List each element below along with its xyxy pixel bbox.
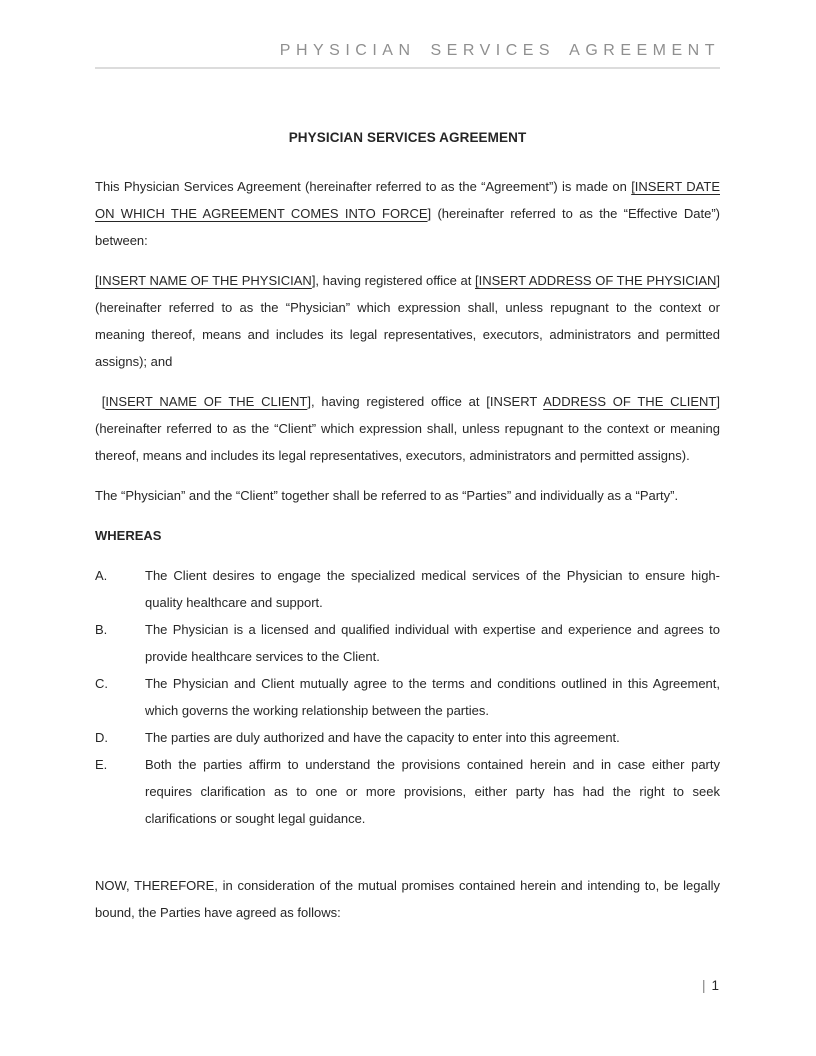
page-number: 1 (711, 978, 719, 993)
recitals-list (95, 562, 720, 832)
recital-label: C. (95, 676, 108, 691)
recital-label: E. (95, 757, 108, 772)
now-therefore-paragraph: NOW, THEREFORE, in consideration of the mutual promises contained herein and intending to, be legally bound, the Parties have agreed as follows: (95, 878, 720, 920)
recital-label: B. (95, 622, 108, 637)
recital-item-e (95, 751, 720, 832)
recital-item-a (95, 562, 720, 616)
recital-text: Both the parties affirm to understand the provisions contained herein and in case either party requires clarification as to one or more provisions, either party has had the right to seek clarifications or sought legal guidance. (145, 757, 720, 826)
running-header: PHYSICIAN SERVICES AGREEMENT (95, 42, 720, 69)
recital-label: D. (95, 730, 108, 745)
recital-text: The Physician and Client mutually agree to the terms and conditions outlined in this Agreement, which governs the working relationship between the parties. (145, 676, 720, 718)
page-footer (702, 978, 719, 994)
recital-item-d (95, 724, 720, 751)
intro-paragraph: This Physician Services Agreement (hereinafter referred to as the “Agreement”) is made on [INSERT DATE ON WHICH THE AGREEMENT COMES INTO FORCE] (hereinafter referred to as the “Effective Date”) between: (95, 179, 720, 248)
recital-item-c (95, 670, 720, 724)
physician-paragraph: [INSERT NAME OF THE PHYSICIAN], having registered office at [INSERT ADDRESS OF THE PHYSICIAN] (hereinafter referred to as the “Physician” which expression shall, unless repugnant to the context or meaning thereof, means and includes its legal representatives, executors, administrators and permitted assigns); and (95, 273, 721, 369)
recital-text: The Client desires to engage the specialized medical services of the Physician to ensure high-quality healthcare and support. (145, 568, 720, 610)
whereas-heading: WHEREAS (95, 528, 162, 543)
client-paragraph: [INSERT NAME OF THE CLIENT], having registered office at [INSERT ADDRESS OF THE CLIENT] (hereinafter referred to as the “Client” which expression shall, unless repugnant to the context or meaning thereof, means and includes its legal representatives, executors, administrators and permitted assigns). (95, 394, 720, 463)
document-title: PHYSICIAN SERVICES AGREEMENT (288, 130, 527, 145)
parties-paragraph: The “Physician” and the “Client” together shall be referred to as “Parties” and individually as a “Party”. (95, 488, 679, 503)
footer-separator: | (701, 978, 706, 993)
recital-label: A. (95, 568, 108, 583)
recital-item-b (95, 616, 720, 670)
recital-text: The parties are duly authorized and have the capacity to enter into this agreement. (145, 730, 620, 745)
recital-text: The Physician is a licensed and qualified individual with expertise and experience and agrees to provide healthcare services to the Client. (145, 622, 720, 664)
